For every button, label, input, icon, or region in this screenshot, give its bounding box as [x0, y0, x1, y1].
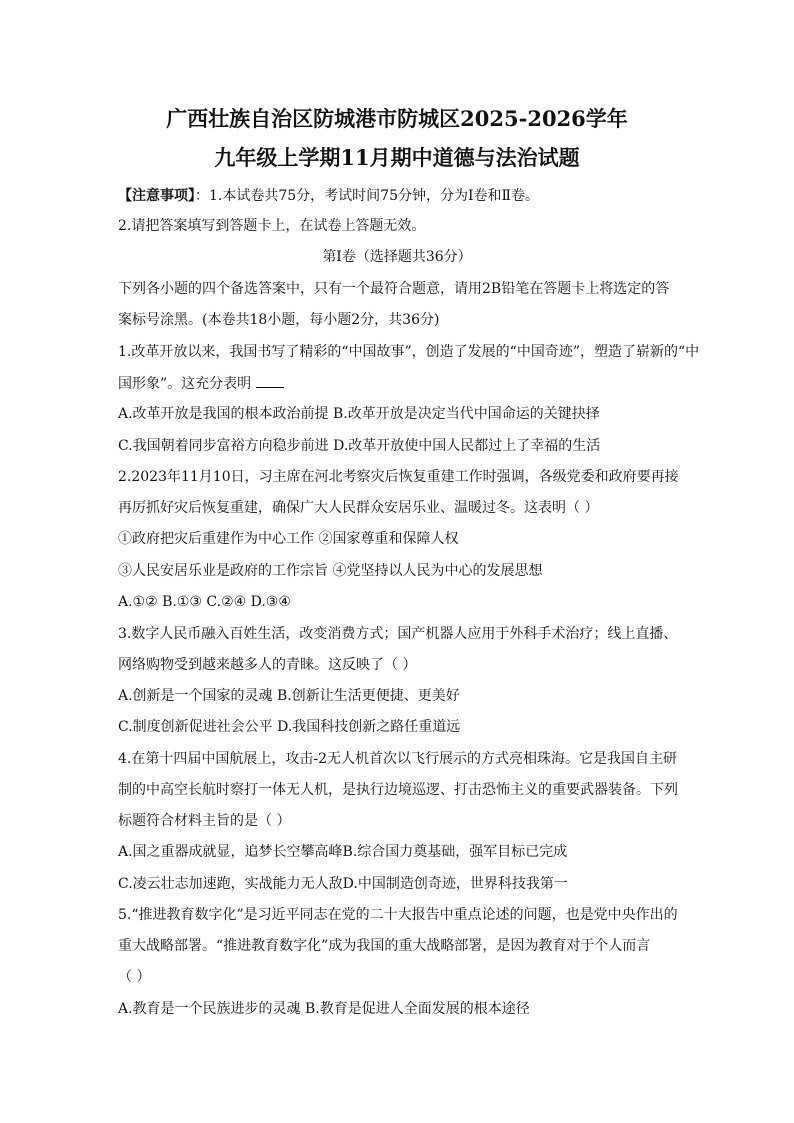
instruction-line1: 下列各小题的四个备选答案中，只有一个最符合题意，请用2B铅笔在答题卡上将选定的答: [118, 281, 670, 297]
exam-title-line2: 九年级上学期11月期中道德与法治试题: [214, 145, 580, 170]
q4-options-line2: C.凌云壮志加速跑，实战能力无人敌D.中国制造创奇迹，世界科技我第一: [118, 876, 568, 892]
q3-options-line2: C.制度创新促进社会公平 D.我国科技创新之路任重道远: [118, 719, 461, 735]
q1-options-line1: A.改革开放是我国的根本政治前提 B.改革开放是决定当代中国命运的关键抉择: [118, 406, 600, 422]
q5-stem-line2: 重大战略部署。“推进教育数字化”成为我国的重大战略部署，是因为教育对于个人而言: [118, 938, 651, 954]
q2-stem-line2: 再厉抓好灾后恢复重建，确保广大人民群众安居乐业、温暖过冬。这表明（ ）: [118, 500, 599, 516]
q1-options-line2: C.我国朝着同步富裕方向稳步前进 D.改革开放使中国人民都过上了幸福的生活: [118, 438, 601, 454]
q4-stem-line2: 制的中高空长航时察打一体无人机，是执行边境巡逻、打击恐怖主义的重要武器装备。下列: [118, 782, 678, 798]
q4-options-line1: A.国之重器成就显，追梦长空攀高峰B.综合国力奠基础，强军目标已完成: [118, 844, 568, 860]
q1-stem-line2: [118, 373, 698, 394]
instruction-line2: 案标号涂黑。(本卷共18小题，每小题2分，共36分): [118, 312, 440, 328]
q3-options-line1: A.创新是一个国家的灵魂 B.创新让生活更便捷、更美好: [118, 688, 460, 704]
q5-stem-line3: （ ）: [118, 969, 151, 985]
notice-text1: ：1.本试卷共75分，考试时间75分钟，分为Ⅰ卷和Ⅱ卷。: [195, 188, 540, 204]
q3-stem-line2: 网络购物受到越来越多人的青睐。这反映了（ ）: [118, 657, 417, 673]
q4-stem-line1: 4.在第十四届中国航展上，攻击-2无人机首次以飞行展示的方式亮相珠海。它是我国自主研: [118, 751, 677, 767]
exam-title-line1: 广西壮族自治区防城港市防城区2025-2026学年: [166, 106, 628, 131]
q4-stem-line3: 标题符合材料主旨的是（ ）: [118, 813, 291, 829]
q5-stem-line1: 5.“推进教育数字化”是习近平同志在党的二十大报告中重点论述的问题，也是党中央作出的: [118, 907, 678, 923]
q3-stem-line1: 3.数字人民币融入百姓生活，改变消费方式；国产机器人应用于外科手术治疗；线上直播、: [118, 626, 678, 642]
q1-stem-text: 国形象”。这充分表明: [118, 376, 252, 392]
notice-line1: [118, 186, 698, 206]
notice-line2: 2.请把答案填写到答题卡上，在试卷上答题无效。: [118, 218, 426, 234]
notice-label: 【注意事项】: [118, 188, 195, 204]
answer-blank: [256, 373, 284, 388]
q5-options-line1: A.教育是一个民族进步的灵魂 B.教育是促进人全面发展的根本途径: [118, 1001, 530, 1017]
q2-options-line3: A.①② B.①③ C.②④ D.③④: [118, 594, 291, 610]
q2-stem-line1: 2.2023年11月10日，习主席在河北考察灾后恢复重建工作时强调，各级党委和政府要再接: [118, 469, 679, 485]
q1-stem-line1: 1.改革开放以来，我国书写了精彩的“中国故事”，创造了发展的“中国奇迹”，塑造了崭新的“中: [118, 344, 700, 360]
section-heading: 第Ⅰ卷（选择题共36分）: [322, 249, 472, 265]
q2-options-line1: ①政府把灾后重建作为中心工作 ②国家尊重和保障人权: [118, 531, 459, 547]
q2-options-line2: ③人民安居乐业是政府的工作宗旨 ④党坚持以人民为中心的发展思想: [118, 563, 543, 579]
